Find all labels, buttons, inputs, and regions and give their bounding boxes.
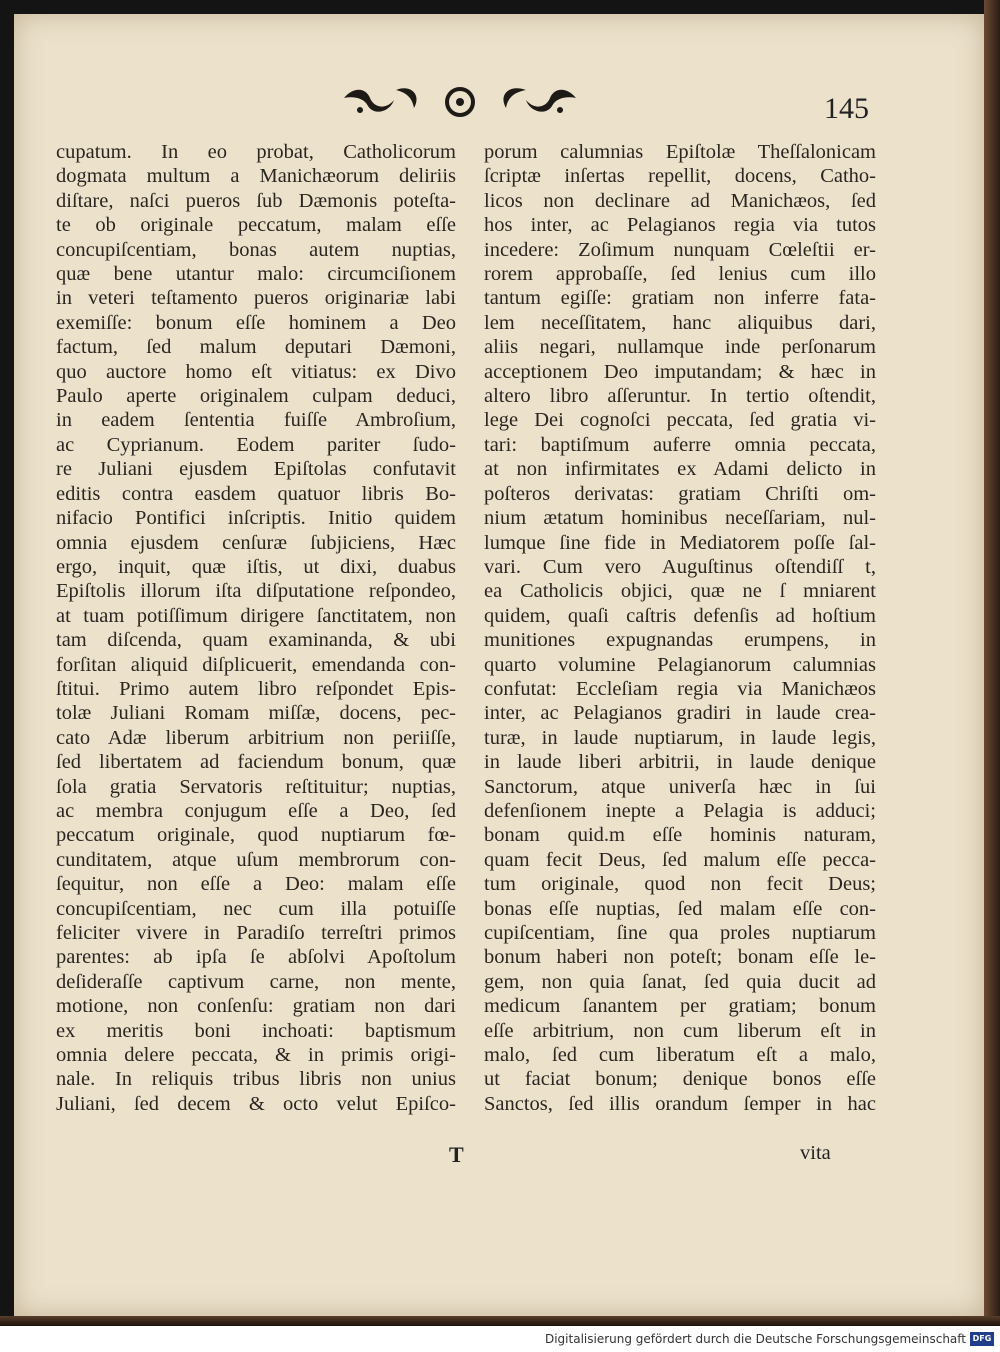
text-line: dogmata multum a Manichæorum deliriis [56, 165, 456, 188]
text-line: Sanctos, ſed illis orandum ſemper in hac [484, 1092, 876, 1115]
text-line: cunditatem, atque uſum membrorum con- [56, 848, 456, 871]
text-line: cupiſcentiam, ſine qua proles nuptiarum [484, 922, 876, 944]
text-line: nale. In reliquis tribus libris non unius [56, 1068, 456, 1091]
text-line: ea Catholicis objici, quæ ne ſ mniarent [484, 580, 876, 603]
text-line: ergo, inquit, quæ iſtis, ut dixi, duabus [56, 555, 456, 578]
text-line: Epiſtolis illorum iſta diſputatione reſpondeo, [56, 580, 456, 603]
text-line: editis contra easdem quatuor libris Bo- [56, 482, 456, 505]
text-line: altero libro aſſeruntur. In tertio oſtendit, [484, 385, 876, 408]
text-line: defenſionem inepte a Pelagia is adduci; [484, 799, 876, 822]
text-line: at tuam potiſſimum dirigere ſanctitatem, non [56, 604, 456, 627]
text-line: gem, non quia ſanat, ſed quia ducit ad [484, 970, 876, 993]
text-line: turæ, in laude nuptiarum, in laude legis, [484, 726, 876, 749]
text-line: ac Cyprianum. Eodem pariter ſudo- [56, 433, 456, 456]
text-line: munitiones expugnandas erumpens, in [484, 629, 876, 652]
text-line: exemiſſe: bonum eſſe hominem a Deo [56, 311, 456, 334]
text-line: ſed libertatem ad faciendum bonum, quæ [56, 751, 456, 774]
catchword: vita [800, 1142, 831, 1164]
text-line: inter, ac Pelagianos gradiri in laude crea- [484, 702, 876, 725]
text-line: in eadem ſententia fuiſſe Ambroſium, [56, 409, 456, 432]
text-line: in laude liberi arbitrii, in laude denique [484, 751, 876, 774]
text-line: malo, ſed cum liberatum eſt a malo, [484, 1044, 876, 1067]
footer-bar [0, 1326, 1000, 1352]
text-line: omnia delere peccata, & in primis origi- [56, 1044, 456, 1067]
text-line: motione, non conſenſu: gratiam non dari [56, 995, 456, 1018]
text-line: Paulo aperte originalem culpam deduci, [56, 385, 456, 408]
text-line: omnia ejusdem cenſuræ ſubjiciens, Hæc [56, 531, 456, 554]
funding-credit: Digitalisierung gefördert durch die Deutsche Forschungsgemeinschaft [544, 1332, 966, 1346]
text-line: ſequitur, non eſſe a Deo: malam eſſe [56, 873, 456, 896]
text-line: at non infirmitates ex Adami delicto in [484, 458, 876, 481]
text-line: te ob originale peccatum, malam eſſe [56, 214, 456, 237]
left-text-column [56, 140, 456, 1116]
text-line: re Juliani ejusdem Epiſtolas confutavit [56, 458, 456, 481]
page-edge-bottom [0, 1316, 1000, 1326]
text-line: quo auctore homo eſt vitiatus: ex Divo [56, 360, 456, 383]
text-line: cato Adæ liberum arbitrium non periiſſe, [56, 726, 456, 749]
text-line: tam diſcenda, quam examinanda, & ubi [56, 629, 456, 652]
text-line: poſteros derivatas: gratiam Chriſti om- [484, 482, 876, 505]
text-line: diſtare, naſci pueros ſub Dæmonis poteſta- [56, 189, 456, 212]
page-number: 145 [824, 92, 869, 125]
right-text-column [484, 140, 876, 1116]
text-line: licos non declinare ad Manichæos, ſed [484, 189, 876, 212]
text-line: quarto volumine Pelagianorum calumnias [484, 653, 876, 676]
text-line: aliis negari, nullamque inde perſonarum [484, 336, 876, 359]
text-line: Juliani, ſed decem & octo velut Epiſco- [56, 1092, 456, 1115]
text-line: incedere: Zoſimum nunquam Cœleſtii er- [484, 238, 876, 261]
text-line: nium ætatum hominibus neceſſariam, nul- [484, 507, 876, 530]
text-line: in veteri teſtamento pueros originariæ labi [56, 287, 456, 310]
text-line: medicum ſanantem per gratiam; bonum [484, 995, 876, 1018]
text-line: bonam quid.m eſſe hominis naturam, [484, 824, 876, 847]
text-line: bonas eſſe nuptias, ſed malam eſſe con- [484, 897, 876, 920]
text-line: nifacio Pontifici inſcriptis. Initio quidem [56, 507, 456, 530]
text-line: peccatum originale, quod nuptiarum fœ- [56, 824, 456, 847]
text-line: confutat: Eccleſiam regia via Manichæos [484, 677, 876, 700]
text-line: tum originale, quod non fecit Deus; [484, 873, 876, 896]
text-line: rorem approbaſſe, ſed lenius cum illo [484, 263, 876, 286]
text-line: parentes: ab ipſa ſe abſolvi Apoſtolum [56, 946, 456, 969]
text-line: ex meritis boni inchoati: baptismum [56, 1019, 456, 1042]
text-line: tolæ Juliani Romam miſſæ, docens, pec- [56, 702, 456, 725]
text-line: lumque ſine fide in Mediatorem poſſe ſal- [484, 531, 876, 554]
text-line: quæ bene utantur malo: circumciſionem [56, 263, 456, 286]
text-line: vari. Cum vero Auguſtinus oſtendiſſ t, [484, 555, 876, 578]
page-edge [984, 0, 1000, 1326]
text-line: porum calumnias Epiſtolæ Theſſalonicam [484, 141, 876, 163]
text-line: eſſe arbitrium, non cum liberum eſt in [484, 1019, 876, 1042]
text-line: ſola gratia Servatoris reſtituitur; nuptias, [56, 775, 456, 798]
text-line: cupatum. In eo probat, Catholicorum [56, 141, 456, 163]
text-line: factum, ſed malum deputari Dæmoni, [56, 336, 456, 359]
text-line: lege Dei cognoſci peccata, ſed gratia vi- [484, 409, 876, 432]
text-line: ſtitui. Primo autem libro reſpondet Epis- [56, 677, 456, 700]
text-line: deſideraſſe captivum carne, non mente, [56, 970, 456, 993]
text-line: bonum haberi non poteſt; bonam eſſe le- [484, 946, 876, 969]
text-line: ut faciat bonum; denique bonos eſſe [484, 1068, 876, 1091]
text-line: feliciter vivere in Paradiſo terreſtri primos [56, 922, 456, 944]
dfg-logo: DFG [970, 1332, 994, 1346]
text-line: concupiſcentiam, nec cum illa potuiſſe [56, 897, 456, 920]
text-line: forſitan aliquid diſplicuerit, emendanda con- [56, 653, 456, 676]
text-line: ac membra conjugum eſſe a Deo, ſed [56, 799, 456, 822]
signature-mark: T [449, 1142, 464, 1167]
text-line: tantum egiſſe: gratiam non inferre fata- [484, 287, 876, 310]
text-line: ſcriptæ inſertas repellit, docens, Catho- [484, 165, 876, 188]
text-line: tari: baptiſmum auferre omnia peccata, [484, 433, 876, 456]
text-line: hos inter, ac Pelagianos regia via tutos [484, 214, 876, 237]
text-line: Sanctorum, atque univerſa hæc in ſui [484, 775, 876, 798]
text-line: quam fecit Deus, ſed malum eſſe pecca- [484, 848, 876, 871]
text-line: acceptionem Deo imputandam; & hæc in [484, 360, 876, 383]
text-line: concupiſcentiam, bonas autem nuptias, [56, 238, 456, 261]
headpiece-ornament-icon [340, 82, 580, 122]
text-line: lem neceſſitatem, hanc aliquibus dari, [484, 311, 876, 334]
text-line: quidem, quaſi caſtris defenſis ad hoſtium [484, 604, 876, 627]
